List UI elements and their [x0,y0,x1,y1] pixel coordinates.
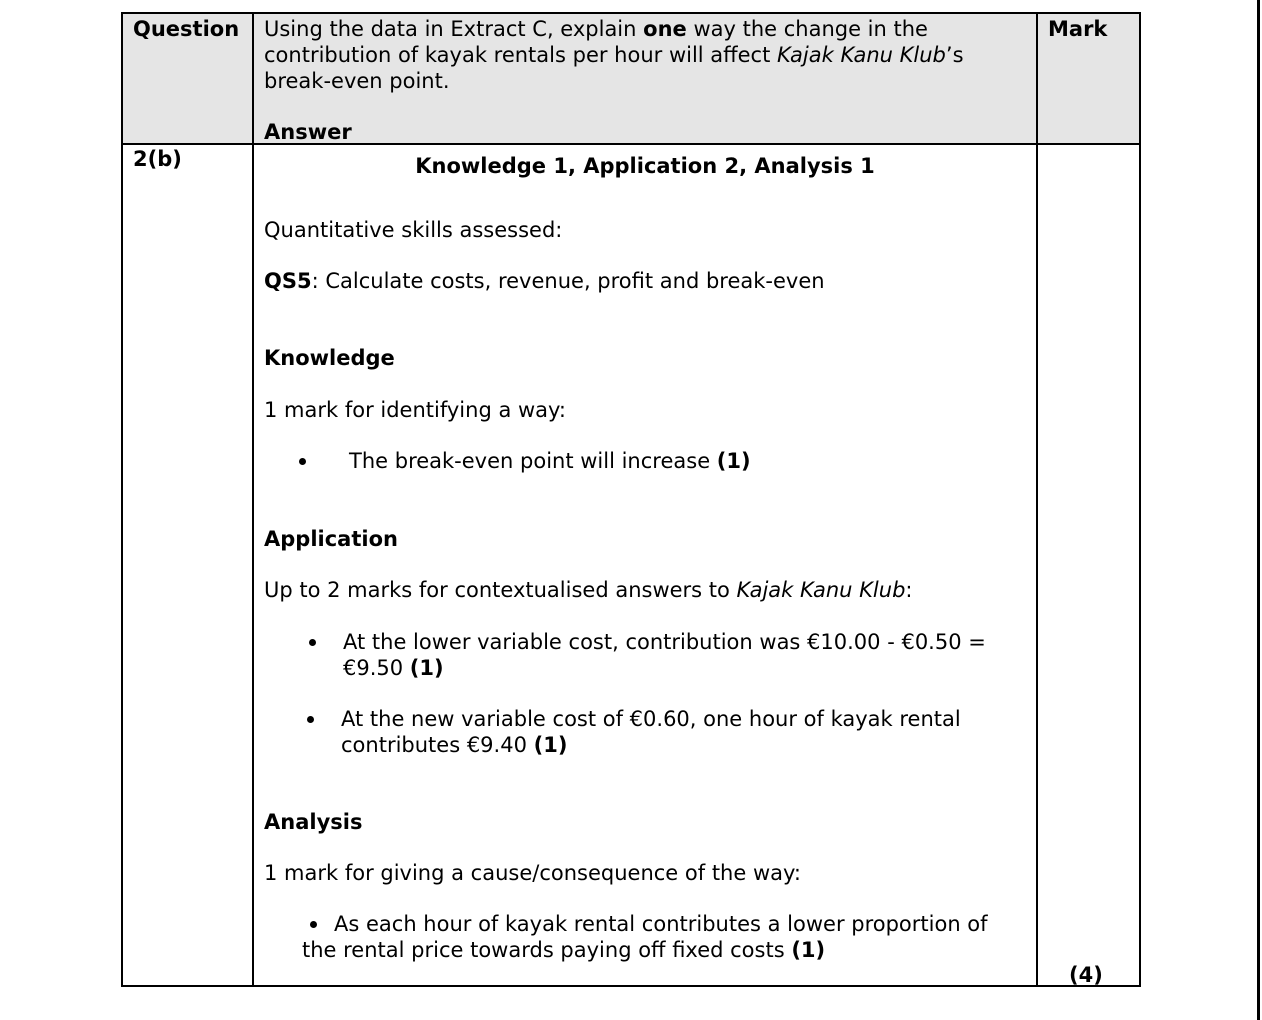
application-criterion: Up to 2 marks for contextualised answers to Kajak Kanu Klub: [264,578,913,602]
knowledge-criterion: 1 mark for identifying a way: [264,398,567,422]
analysis-criterion: 1 mark for giving a cause/consequence of the way: [264,861,801,885]
bullet-icon [299,458,306,465]
qs-intro: Quantitative skills assessed: [264,218,563,242]
bullet-icon [310,921,317,928]
analysis-heading: Analysis [264,810,363,834]
bullet-icon [307,716,314,723]
analysis-bullet-line-1: As each hour of kayak rental contributes a lower proportion of [334,912,988,936]
knowledge-bullet: The break-even point will increase (1) [349,449,751,473]
question-column-label: Question [133,17,240,41]
application-heading: Application [264,527,398,551]
question-text-line-2: contribution of kayak rentals per hour will affect Kajak Kanu Klub’s [264,43,964,67]
column-divider-mark [1036,14,1038,985]
answer-label: Answer [264,120,352,144]
mark-scheme-table [121,12,1141,987]
question-number: 2(b) [133,147,182,171]
qs5-line: QS5: Calculate costs, revenue, profit and break-even [264,269,825,293]
question-text-line-1: Using the data in Extract C, explain one way the change in the [264,17,928,41]
analysis-bullet-line-2: the rental price towards paying off fixed costs (1) [302,938,826,962]
mark-column-label: Mark [1048,17,1108,41]
bullet-icon [309,639,316,646]
application-bullet-1-line-1: At the lower variable cost, contribution was €10.00 - €0.50 = [343,630,986,654]
knowledge-heading: Knowledge [264,346,395,370]
total-mark: (4) [1069,963,1103,987]
page-edge-rule [1257,0,1260,1020]
question-text-line-3: break-even point. [264,69,450,93]
mark-allocation-heading: Knowledge 1, Application 2, Analysis 1 [415,154,875,178]
application-bullet-2-line-2: contributes €9.40 (1) [341,733,568,757]
application-bullet-1-line-2: €9.50 (1) [343,656,444,680]
application-bullet-2-line-1: At the new variable cost of €0.60, one hour of kayak rental [341,707,961,731]
